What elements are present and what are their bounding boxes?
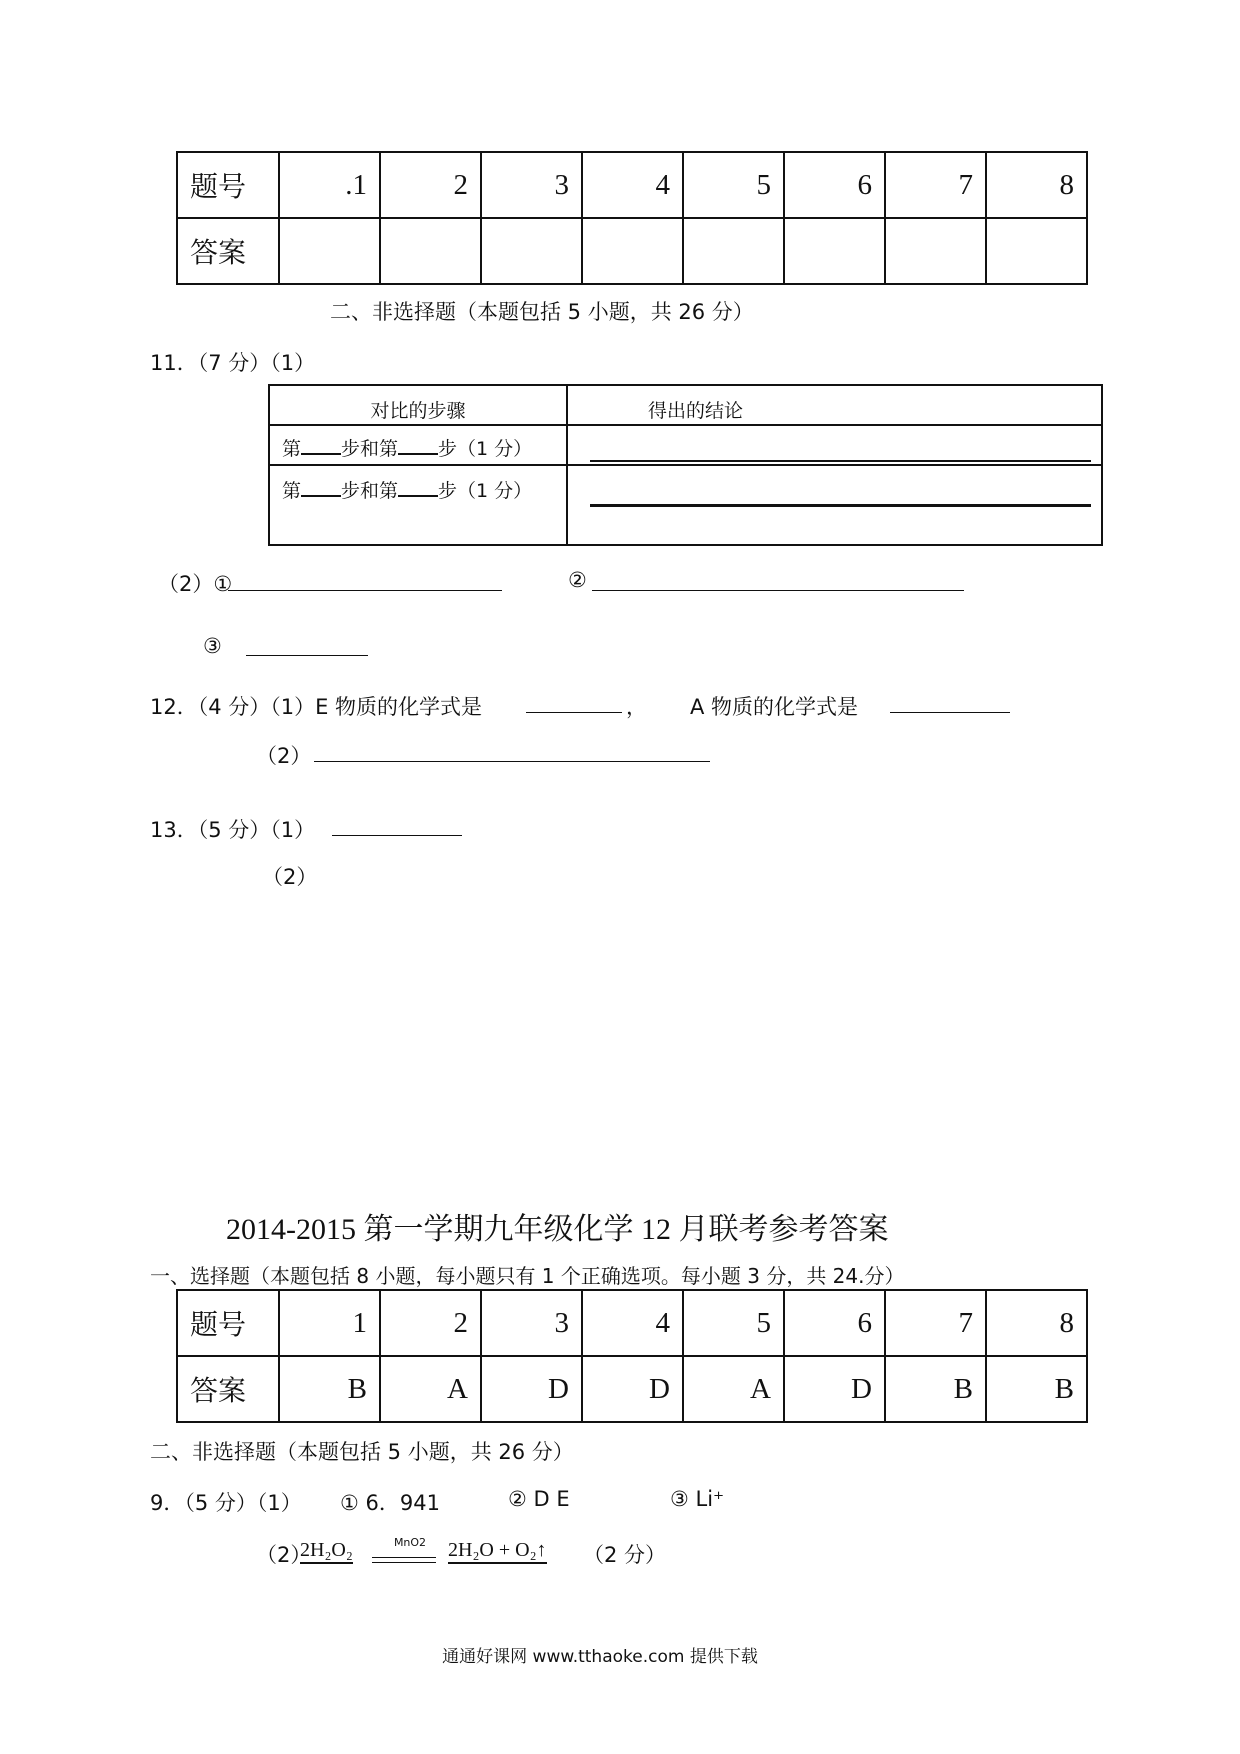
q11-answer-line-1[interactable]	[228, 590, 502, 591]
answer-cell: B	[986, 1356, 1087, 1422]
answer-header: 答案	[177, 1356, 279, 1422]
q13-part2-label: （2）	[262, 865, 318, 889]
question-number-cell: 6	[784, 152, 885, 218]
footer-text: 通通好课网 www.tthaoke.com 提供下载	[442, 1647, 758, 1667]
answer-header: 答案	[177, 218, 279, 284]
q12-e-formula-line[interactable]	[526, 712, 622, 713]
step-blank[interactable]	[301, 477, 341, 497]
question-number-cell: 7	[885, 152, 986, 218]
q9-catalyst: MnO2	[393, 1536, 427, 1549]
answer-cell: B	[279, 1356, 380, 1422]
answer-cell: D	[784, 1356, 885, 1422]
step-blank[interactable]	[398, 477, 438, 497]
answer-key-title: 2014-2015 第一学期九年级化学 12 月联考参考答案	[226, 1213, 889, 1246]
q11-circle-3: ③	[203, 634, 222, 658]
q9-answer-1: ① 6．941	[340, 1491, 440, 1515]
q9-label: 9．（5 分）（1）	[150, 1491, 302, 1515]
question-number-cell: 2	[380, 1290, 481, 1356]
q11-col1-header: 对比的步骤	[269, 385, 567, 425]
q12-label: 12．（4 分）（1）E 物质的化学式是	[150, 695, 483, 719]
q11-row-2-steps	[269, 465, 567, 545]
q11-answer-line-2[interactable]	[592, 590, 964, 591]
step-blank[interactable]	[301, 435, 341, 455]
answer-cell[interactable]	[885, 218, 986, 284]
row-mid: 步和第	[341, 438, 399, 460]
question-number-cell: 1	[279, 1290, 380, 1356]
q9-products: 2H₂O + O₂↑	[448, 1539, 547, 1564]
q11-part2-label: （2）①	[158, 572, 233, 596]
answer-key-table	[176, 1289, 1088, 1423]
answer-cell: A	[380, 1356, 481, 1422]
sheet-part2-heading: 二、非选择题（本题包括 5 小题，共 26 分）	[330, 300, 754, 324]
q11-row-1-conclusion[interactable]	[567, 425, 1102, 465]
q12-comma: ，	[626, 695, 647, 719]
row-mid: 步和第	[341, 480, 399, 502]
q12-part2-label: （2）	[256, 744, 312, 768]
q12-part2-line[interactable]	[314, 761, 710, 762]
q11-label: 11．（7 分）（1）	[150, 351, 316, 375]
q12-a-label: A 物质的化学式是	[690, 695, 859, 719]
question-number-cell: 2	[380, 152, 481, 218]
q9-answer-3: ③ Li⁺	[670, 1487, 725, 1511]
q11-row-2-conclusion[interactable]	[567, 465, 1102, 545]
q9-part2-label: （2）	[256, 1543, 312, 1567]
row-prefix: 第	[282, 480, 302, 502]
step-blank[interactable]	[398, 435, 438, 455]
q9-points: （2 分）	[583, 1543, 667, 1567]
answer-cell: A	[683, 1356, 784, 1422]
answer-cell[interactable]	[582, 218, 683, 284]
q9-reactant: 2H₂O₂	[300, 1539, 353, 1564]
question-number-cell: 3	[481, 1290, 582, 1356]
q11-steps-table	[268, 384, 1103, 546]
answer-cell[interactable]	[986, 218, 1087, 284]
question-number-cell: 4	[582, 152, 683, 218]
answer-cell[interactable]	[683, 218, 784, 284]
equation-line-bottom	[372, 1562, 436, 1563]
question-number-cell: 5	[683, 152, 784, 218]
row-prefix: 第	[282, 438, 302, 460]
answer-key-section1-heading: 一、选择题（本题包括 8 小题，每小题只有 1 个正确选项。每小题 3 分，共 24.分）	[150, 1264, 905, 1288]
q11-answer-line-3[interactable]	[246, 655, 368, 656]
q13-part1-line[interactable]	[332, 835, 462, 836]
row-suffix: 步（1 分）	[438, 438, 533, 460]
question-number-header: 题号	[177, 152, 279, 218]
answer-cell[interactable]	[784, 218, 885, 284]
question-number-cell: 8	[986, 1290, 1087, 1356]
question-number-cell: 3	[481, 152, 582, 218]
row-suffix: 步（1 分）	[438, 480, 533, 502]
q12-a-formula-line[interactable]	[890, 712, 1010, 713]
question-number-header: 题号	[177, 1290, 279, 1356]
question-number-cell: 6	[784, 1290, 885, 1356]
blank-answer-table	[176, 151, 1088, 285]
answer-key-section2-heading: 二、非选择题（本题包括 5 小题，共 26 分）	[150, 1440, 574, 1464]
equation-line-top	[372, 1557, 436, 1558]
q13-label: 13．（5 分）（1）	[150, 818, 316, 842]
question-number-cell: 8	[986, 152, 1087, 218]
answer-cell: D	[582, 1356, 683, 1422]
question-number-cell: 7	[885, 1290, 986, 1356]
q11-circle-2: ②	[568, 568, 587, 592]
q9-answer-2: ② D E	[508, 1487, 570, 1511]
question-number-cell: 4	[582, 1290, 683, 1356]
answer-cell[interactable]	[279, 218, 380, 284]
answer-cell: D	[481, 1356, 582, 1422]
answer-cell[interactable]	[380, 218, 481, 284]
answer-cell: B	[885, 1356, 986, 1422]
question-number-cell: .1	[279, 152, 380, 218]
answer-cell[interactable]	[481, 218, 582, 284]
q11-row-1-steps	[269, 425, 567, 465]
q11-col2-header: 得出的结论	[567, 385, 1102, 425]
question-number-cell: 5	[683, 1290, 784, 1356]
